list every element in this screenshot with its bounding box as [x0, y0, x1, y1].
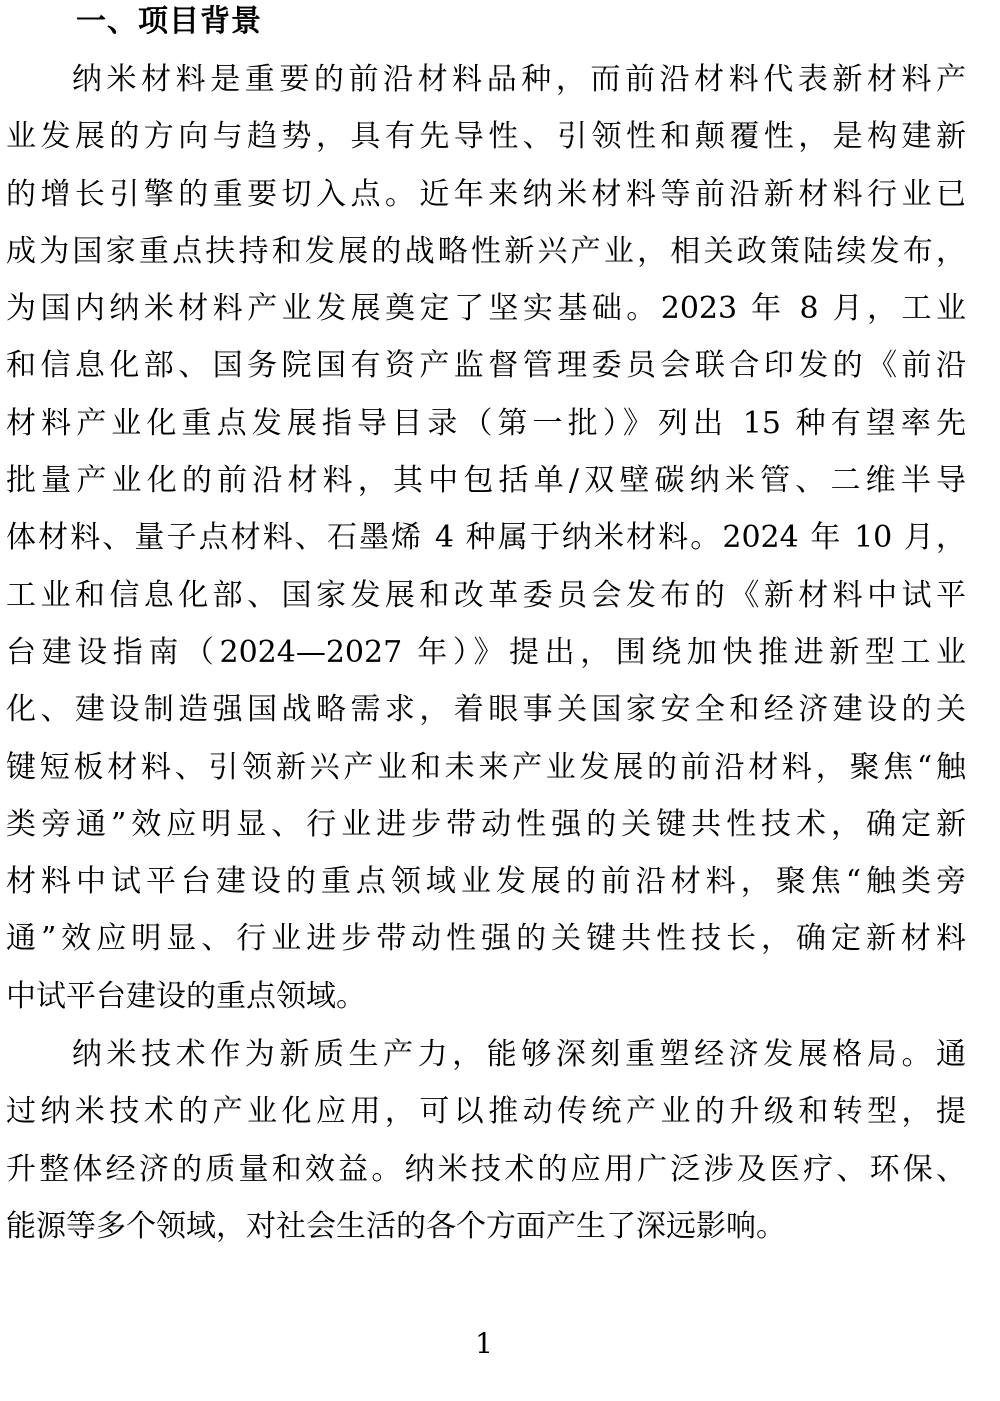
text-line: 成为国家重点扶持和发展的战略性新兴产业，相关政策陆续发布，: [6, 233, 966, 269]
text-line: 纳米材料是重要的前沿材料品种，而前沿材料代表新材料产: [72, 62, 966, 97]
text-line: 类旁通”效应明显、行业进步带动性强的关键共性技术，确定新: [6, 806, 966, 842]
text-line: 能源等多个领域，对社会生活的各个方面产生了深远影响。: [6, 1208, 786, 1244]
section-heading: 一、项目背景: [76, 4, 262, 39]
text-line: 过纳米技术的产业化应用，可以推动传统产业的升级和转型，提: [6, 1094, 966, 1130]
text-line: 业发展的方向与趋势，具有先导性、引领性和颠覆性，是构建新: [6, 119, 966, 155]
text-line: 化、建设制造强国战略需求，着眼事关国家安全和经济建设的关: [6, 692, 966, 728]
text-line: 体材料、量子点材料、石墨烯 4 种属于纳米材料。2024 年 10 月，: [6, 520, 966, 556]
text-line: 中试平台建设的重点领域。: [6, 978, 366, 1014]
text-line: 的增长引擎的重要切入点。近年来纳米材料等前沿新材料行业已: [6, 176, 966, 212]
text-line: 材料中试平台建设的重点领域业发展的前沿材料，聚焦“触类旁: [6, 864, 966, 900]
text-line: 材料产业化重点发展指导目录（第一批）》列出 15 种有望率先: [6, 405, 966, 441]
text-line: 台建设指南（2024—2027 年）》提出，围绕加快推进新型工业: [6, 634, 966, 670]
text-line: 为国内纳米材料产业发展奠定了坚实基础。2023 年 8 月，工业: [6, 291, 966, 327]
text-line: 工业和信息化部、国家发展和改革委员会发布的《新材料中试平: [6, 577, 966, 613]
text-line: 纳米技术作为新质生产力，能够深刻重塑经济发展格局。通: [72, 1037, 966, 1072]
paragraph-nanotech-impact: [6, 1026, 966, 1255]
text-line: 批量产业化的前沿材料，其中包括单/双壁碳纳米管、二维半导: [6, 463, 966, 499]
text-line: 键短板材料、引领新兴产业和未来产业发展的前沿材料，聚焦“触: [6, 749, 966, 785]
paragraph-background: [6, 51, 966, 1025]
text-line: 和信息化部、国务院国有资产监督管理委员会联合印发的《前沿: [6, 348, 966, 384]
page-number: 1: [475, 1327, 493, 1360]
text-line: 通”效应明显、行业进步带动性强的关键共性技长，确定新材料: [6, 921, 966, 957]
text-line: 升整体经济的质量和效益。纳米技术的应用广泛涉及医疗、环保、: [6, 1151, 966, 1187]
